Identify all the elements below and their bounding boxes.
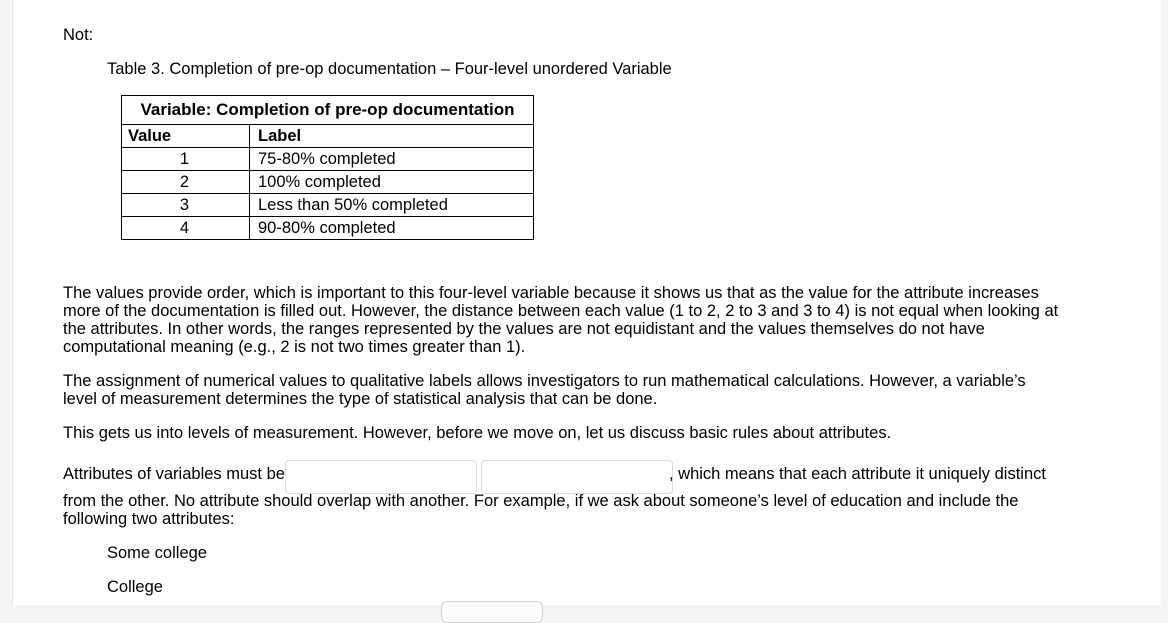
row-value: 2 [122,171,250,194]
row-value: 3 [122,194,250,217]
table-row [122,194,534,217]
page-content [12,0,1161,605]
example-attribute: College [107,578,163,596]
row-label: 100% completed [250,171,534,194]
fill-in-prefix: Attributes of variables must be [63,465,285,483]
row-label: 90-80% completed [250,217,534,240]
paragraph-assignment: The assignment of numerical values to qualitative labels allows investigators to run mathematical calculations. However, a variable’s level of measurement determines the type of statistical analysis that can be done. [63,372,1026,408]
table-row [122,171,534,194]
blank-answer-2[interactable] [481,460,673,494]
paragraph-levels: This gets us into levels of measurement. However, before we move on, let us discuss basic rules about attributes. [63,424,892,442]
fill-in-continuation: from the other. No attribute should overlap with another. For example, if we ask about someone’s level of education and include the following two attributes: [63,492,1019,528]
blank-answer-1[interactable] [285,460,477,494]
column-header-value: Value [122,125,250,148]
fill-in-suffix: , which means that each attribute it uniquely distinct [669,465,1046,483]
paragraph-values-order: The values provide order, which is important to this four-level variable because it shows us that as the value for the attribute increases more of the documentation is filled out. However, the distance between each value (1 to 2, 2 to 3 and 3 to 4) is not equal when looking at the attributes. In other words, the ranges represented by the values are not equidistant and the values themselves do not have computational meaning (e.g., 2 is not two times greater than 1). [63,284,1059,356]
row-value: 1 [122,148,250,171]
table-caption: Table 3. Completion of pre-op documentation – Four-level unordered Variable [107,60,672,78]
row-label: Less than 50% completed [250,194,534,217]
partial-button[interactable] [441,601,543,623]
variable-table [121,95,534,240]
column-header-label: Label [250,125,534,148]
table-row [122,148,534,171]
table-title: Variable: Completion of pre-op documentation [122,96,534,125]
example-attribute: Some college [107,544,207,562]
table-row [122,217,534,240]
not-label: Not: [63,26,94,44]
row-label: 75-80% completed [250,148,534,171]
row-value: 4 [122,217,250,240]
